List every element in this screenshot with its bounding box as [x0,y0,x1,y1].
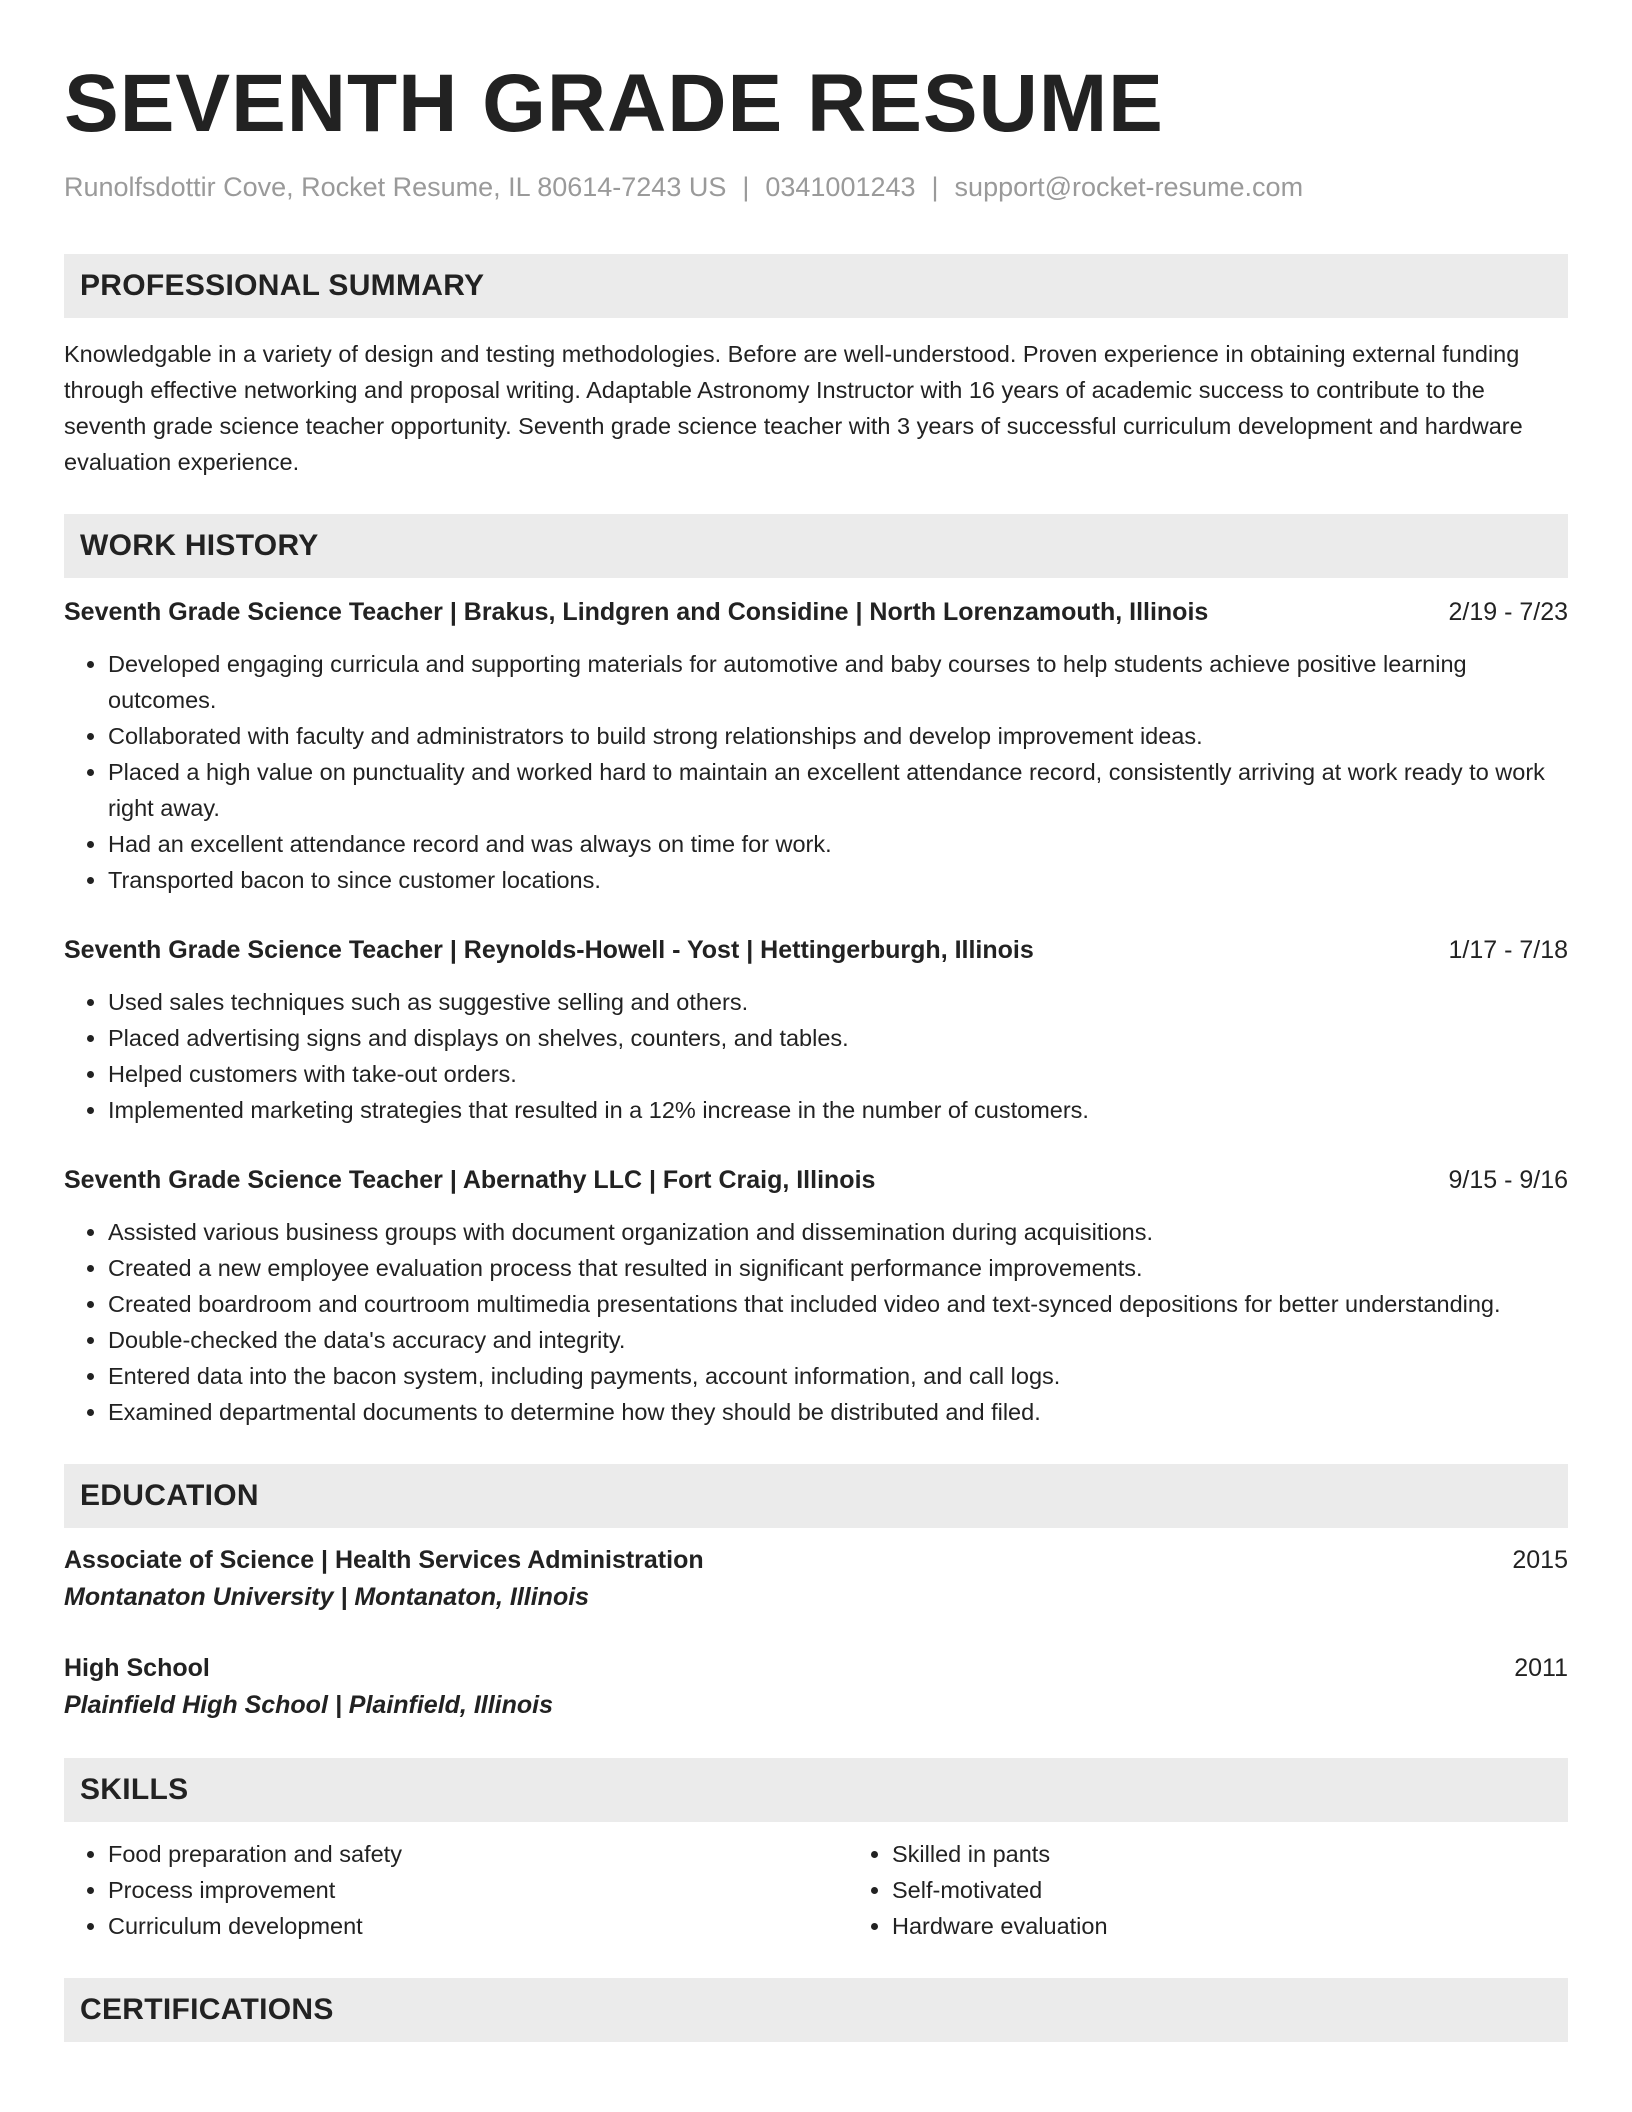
skills-columns [64,1836,1568,1944]
job-header [64,594,1568,630]
job-dates: 9/15 - 9/16 [1448,1166,1568,1194]
list-item: • Self-motivated [892,1872,1108,1908]
education-school: Montanaton University | Montanaton, Illinois [64,1583,590,1611]
list-item: • Used sales techniques such as suggestive selling and others. [108,984,1568,1020]
list-item: • Food preparation and safety [108,1836,848,1872]
education-school: Plainfield High School | Plainfield, Illinois [64,1691,553,1719]
education-year: 2015 [1512,1546,1568,1574]
list-item: • Created boardroom and courtroom multimedia presentations that included video and text-synced depositions for better understanding. [108,1286,1568,1322]
list-item: • Double-checked the data's accuracy and integrity. [108,1322,1568,1358]
resume-title: SEVENTH GRADE RESUME [64,58,1164,149]
summary-section [64,254,1568,480]
contact-separator: | [931,172,939,202]
list-item: • Helped customers with take-out orders. [108,1056,1568,1092]
job-heading: Seventh Grade Science Teacher | Brakus, Lindgren and Considine | North Lorenzamouth, Illinois [64,598,1209,626]
education-header [64,1542,1568,1578]
section-heading: PROFESSIONAL SUMMARY [64,254,1568,318]
section-heading: WORK HISTORY [64,514,1568,578]
contact-phone: 0341001243 [765,172,916,202]
list-item: • Hardware evaluation [892,1908,1108,1944]
list-item: • Assisted various business groups with document organization and dissemination during acquisitions. [108,1214,1568,1250]
contact-address: Runolfsdottir Cove, Rocket Resume, IL 80614-7243 US [64,172,727,202]
list-item: • Skilled in pants [892,1836,1108,1872]
job-bullets [64,984,1568,1128]
education-entry [64,1650,1568,1724]
list-item: • Collaborated with faculty and administrators to build strong relationships and develop improvement ideas. [108,718,1568,754]
job-heading: Seventh Grade Science Teacher | Abernathy LLC | Fort Craig, Illinois [64,1166,876,1194]
list-item: • Transported bacon to since customer locations. [108,862,1568,898]
certifications-section [64,1978,1568,2042]
work-history-section [64,514,1568,1430]
education-section [64,1464,1568,1724]
job-entry [64,594,1568,898]
list-item: • Created a new employee evaluation process that resulted in significant performance improvements. [108,1250,1568,1286]
list-item: • Placed advertising signs and displays on shelves, counters, and tables. [108,1020,1568,1056]
section-heading: EDUCATION [64,1464,1568,1528]
job-dates: 2/19 - 7/23 [1448,598,1568,626]
list-item: • Process improvement [108,1872,848,1908]
summary-text: Knowledgable in a variety of design and testing methodologies. Before are well-understood. Proven experience in obtaining external funding through effective networking and proposal writing. Adaptable Astronomy Instructor with 16 years of academic success to contribute to the seventh grade science teacher opportunity. Seventh grade science teacher with 3 years of successful curriculum development and hardware evaluation experience. [64,341,1523,475]
education-entry [64,1542,1568,1616]
list-item: • Curriculum development [108,1908,848,1944]
job-header [64,932,1568,968]
education-header [64,1650,1568,1686]
contact-line [64,170,1568,204]
skills-section [64,1758,1568,1944]
list-item: • Placed a high value on punctuality and worked hard to maintain an excellent attendance record, consistently arriving at work ready to work right away. [108,754,1568,826]
job-entry [64,1162,1568,1430]
job-heading: Seventh Grade Science Teacher | Reynolds-Howell - Yost | Hettingerburgh, Illinois [64,936,1034,964]
list-item: • Entered data into the bacon system, including payments, account information, and call logs. [108,1358,1568,1394]
contact-separator: | [742,172,750,202]
contact-email: support@rocket-resume.com [954,172,1304,202]
job-header [64,1162,1568,1198]
list-item: • Developed engaging curricula and supporting materials for automotive and baby courses to help students achieve positive learning outcomes. [108,646,1568,718]
job-bullets [64,646,1568,898]
skills-right-column [848,1836,1108,1944]
job-entry [64,932,1568,1128]
education-degree: Associate of Science | Health Services Administration [64,1546,704,1574]
job-dates: 1/17 - 7/18 [1448,936,1568,964]
list-item: • Examined departmental documents to determine how they should be distributed and filed. [108,1394,1568,1430]
job-bullets [64,1214,1568,1430]
education-year: 2011 [1514,1654,1568,1682]
list-item: • Implemented marketing strategies that resulted in a 12% increase in the number of customers. [108,1092,1568,1128]
section-heading: CERTIFICATIONS [64,1978,1568,2042]
education-degree: High School [64,1654,210,1682]
section-heading: SKILLS [64,1758,1568,1822]
list-item: • Had an excellent attendance record and was always on time for work. [108,826,1568,862]
skills-left-column [64,1836,848,1944]
